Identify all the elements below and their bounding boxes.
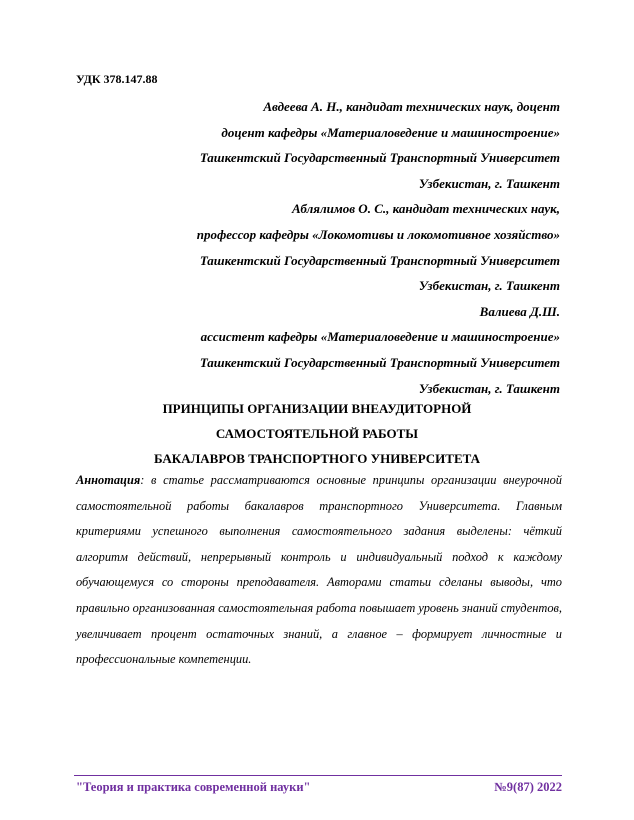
footer-divider <box>74 775 562 776</box>
author-3-name: Валиева Д.Ш. <box>479 303 560 319</box>
author-2-name: Аблялимов О. С., кандидат технических наук, <box>291 201 560 217</box>
author-block <box>80 94 560 401</box>
title-line-2: САМОСТОЯТЕЛЬНОЙ РАБОТЫ <box>215 426 419 441</box>
udk-code: УДК 378.147.88 <box>76 72 158 86</box>
author-1-name: Авдеева А. Н., кандидат технических наук, доцент <box>263 99 560 114</box>
author-2-position: профессор кафедры «Локомотивы и локомотивное хозяйство» <box>196 226 560 242</box>
author-1-position: доцент кафедры «Материаловедение и машиностроение» <box>221 124 560 140</box>
author-2-university: Ташкентский Государственный Транспортный Университет <box>199 252 560 268</box>
issue-number: №9(87) 2022 <box>494 780 562 794</box>
abstract-label: Аннотация <box>76 473 141 487</box>
author-2-location: Узбекистан, г. Ташкент <box>418 278 560 294</box>
author-3-location: Узбекистан, г. Ташкент <box>418 380 560 396</box>
author-1-location: Узбекистан, г. Ташкент <box>418 175 560 191</box>
author-3-university: Ташкентский Государственный Транспортный Университет <box>199 354 560 370</box>
abstract-text: : в статье рассматриваются основные принципы организации внеурочной самостоятельной работы бакалавров транспортного Университета. Главным критериями успешного выполнения самостоятельного задания выделены: чёткий алгоритм действий, непрерывный контроль и индивидуальный подход к каждому обучающемуся со стороны преподавателя. Авторами статьи сделаны выводы, что правильно организованная самостоятельная работа повышает уровень знаний студентов, увеличивает процент остаточных знаний, а главное – формирует личностные и профессиональные компетенции. <box>76 473 562 667</box>
title-line-1: ПРИНЦИПЫ ОРГАНИЗАЦИИ ВНЕАУДИТОРНОЙ <box>162 401 472 416</box>
article-title <box>70 396 564 471</box>
author-3-position: ассистент кафедры «Материаловедение и машиностроение» <box>200 329 560 345</box>
journal-name: "Теория и практика современной науки" <box>76 780 311 794</box>
author-1-university: Ташкентский Государственный Транспортный Университет <box>199 150 560 166</box>
abstract <box>76 468 562 673</box>
title-line-3: БАКАЛАВРОВ ТРАНСПОРТНОГО УНИВЕРСИТЕТА <box>153 451 481 466</box>
